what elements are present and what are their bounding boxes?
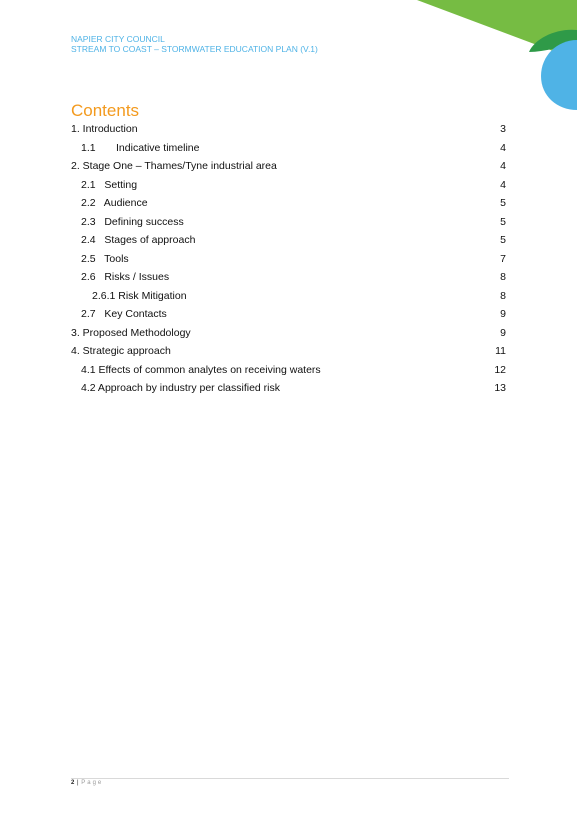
footer-page-number: 2 bbox=[71, 780, 75, 786]
toc-label: 1. Introduction bbox=[71, 123, 138, 135]
toc-entry[interactable] bbox=[71, 382, 506, 397]
toc-entry[interactable] bbox=[71, 327, 506, 342]
toc-entry[interactable] bbox=[71, 123, 506, 138]
toc-label: 2.6 Risks / Issues bbox=[81, 271, 170, 283]
document-header bbox=[71, 35, 318, 54]
corner-logo-graphic bbox=[417, 0, 577, 120]
toc-label: 2.4 Stages of approach bbox=[81, 234, 196, 246]
toc-page-number: 5 bbox=[500, 197, 506, 209]
toc-entry[interactable] bbox=[71, 216, 506, 231]
toc-label: 1.1 Indicative timeline bbox=[81, 142, 200, 154]
toc-page-number: 8 bbox=[500, 271, 506, 283]
toc-page-number: 9 bbox=[500, 308, 506, 320]
toc-label: 2.1 Setting bbox=[81, 179, 138, 191]
toc-page-number: 4 bbox=[500, 160, 506, 172]
toc-page-number: 8 bbox=[500, 290, 506, 302]
toc-entry[interactable] bbox=[71, 253, 506, 268]
toc-page-number: 13 bbox=[494, 382, 506, 394]
toc-entry[interactable] bbox=[71, 364, 506, 379]
header-org: NAPIER CITY COUNCIL bbox=[71, 34, 165, 44]
toc-page-number: 3 bbox=[500, 123, 506, 135]
toc-label: 2.7 Key Contacts bbox=[81, 308, 167, 320]
toc-label: 2.5 Tools bbox=[81, 253, 129, 265]
contents-heading: Contents bbox=[71, 101, 140, 120]
blue-drop bbox=[541, 40, 577, 110]
toc-label: 4. Strategic approach bbox=[71, 345, 171, 357]
toc-entry[interactable] bbox=[71, 160, 506, 175]
toc-label: 3. Proposed Methodology bbox=[71, 327, 191, 339]
toc-page-number: 5 bbox=[500, 234, 506, 246]
toc-entry[interactable] bbox=[71, 345, 506, 360]
toc-page-number: 11 bbox=[495, 345, 506, 357]
toc-entry[interactable] bbox=[71, 142, 506, 157]
toc-entry[interactable] bbox=[71, 271, 506, 286]
header-doc-title: STREAM TO COAST – STORMWATER EDUCATION PLAN (V.1) bbox=[71, 43, 318, 54]
toc-entry[interactable] bbox=[71, 234, 506, 249]
page-footer bbox=[71, 780, 103, 786]
toc-page-number: 12 bbox=[494, 364, 506, 376]
toc-page-number: 9 bbox=[500, 327, 506, 339]
footer-separator: | bbox=[77, 780, 80, 786]
footer-divider bbox=[71, 778, 509, 779]
toc-label: 4.2 Approach by industry per classified risk bbox=[81, 382, 281, 394]
footer-page-word: Page bbox=[81, 780, 104, 786]
toc-page-number: 4 bbox=[500, 142, 506, 154]
toc-entry[interactable] bbox=[71, 179, 506, 194]
toc-page-number: 7 bbox=[500, 253, 506, 265]
toc-label: 4.1 Effects of common analytes on receiving waters bbox=[81, 364, 321, 376]
toc-label: 2.2 Audience bbox=[81, 197, 148, 209]
toc-label: 2.3 Defining success bbox=[81, 216, 184, 228]
toc-label: 2.6.1 Risk Mitigation bbox=[92, 290, 187, 302]
toc-entry[interactable] bbox=[71, 308, 506, 323]
toc-label: 2. Stage One – Thames/Tyne industrial area bbox=[71, 160, 277, 172]
toc-entry[interactable] bbox=[71, 197, 506, 212]
toc-entry[interactable] bbox=[71, 290, 506, 305]
toc-page-number: 5 bbox=[500, 216, 506, 228]
toc-page-number: 4 bbox=[500, 179, 506, 191]
